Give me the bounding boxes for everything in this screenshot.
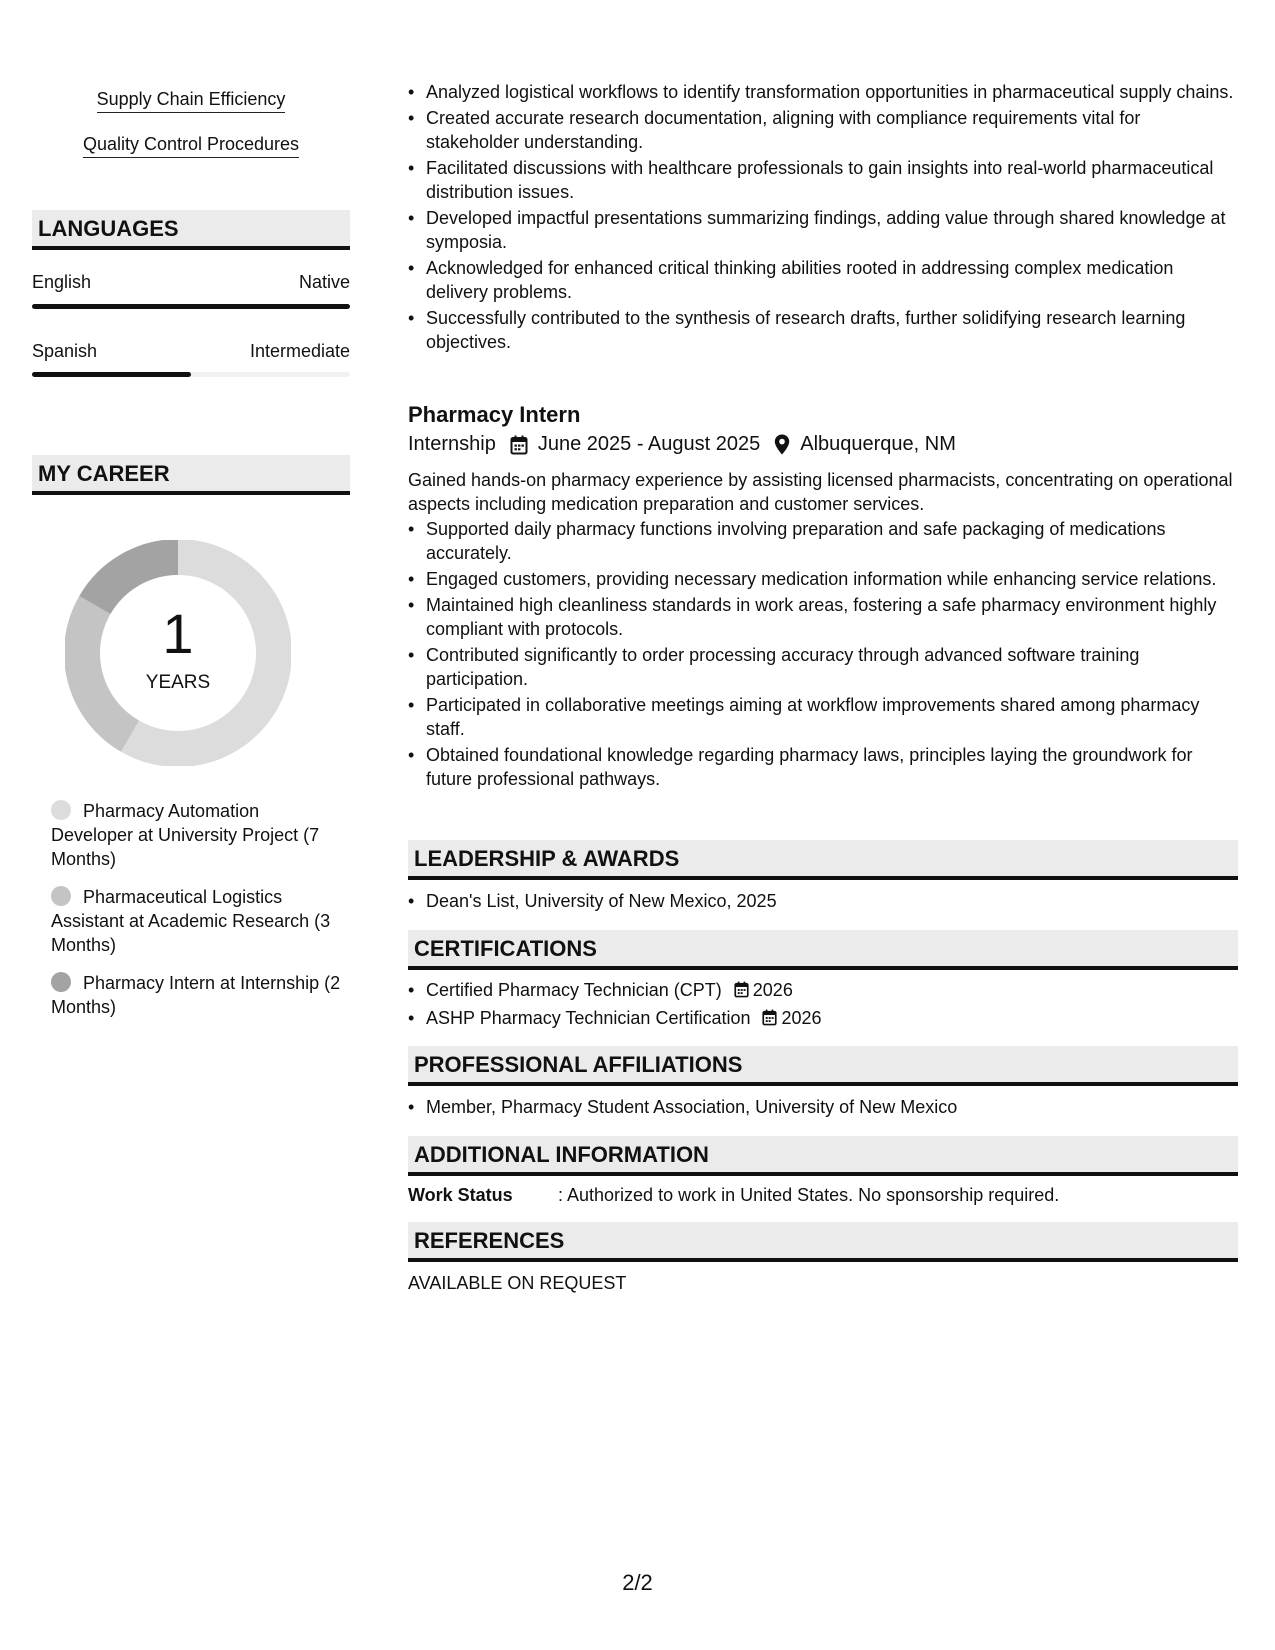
bullet-item: • Contributed significantly to order processing accuracy through advanced software training participation.: [408, 643, 1238, 691]
job-description: Gained hands-on pharmacy experience by assisting licensed pharmacists, concentrating on operational aspects including medication preparation and customer services.: [408, 470, 1233, 514]
legend-dot: [51, 886, 71, 906]
work-status-value: : Authorized to work in United States. No sponsorship required.: [558, 1185, 1060, 1205]
affiliations-list: [408, 1095, 1238, 1121]
certification-item: • ASHP Pharmacy Technician Certification 2026: [408, 1006, 1238, 1032]
languages-heading: LANGUAGES: [32, 210, 350, 250]
job-dates: June 2025 - August 2025: [537, 433, 761, 455]
skill-item: Quality Control Procedures: [32, 133, 350, 158]
language-level: Intermediate: [249, 341, 350, 361]
references-heading: REFERENCES: [408, 1222, 1238, 1262]
certifications-heading: CERTIFICATIONS: [408, 930, 1238, 970]
bullet-item: • Analyzed logistical workflows to identify transformation opportunities in pharmaceutical supply chains.: [408, 80, 1238, 104]
job-bullets: [408, 517, 1238, 793]
work-status-row: [408, 1185, 1059, 1206]
career-heading: MY CAREER: [32, 455, 350, 495]
additional-info-heading: ADDITIONAL INFORMATION: [408, 1136, 1238, 1176]
job-location: Albuquerque, NM: [800, 433, 956, 455]
legend-dot: [51, 972, 71, 992]
page-number: 2/2: [622, 1570, 653, 1595]
bullet-item: • Maintained high cleanliness standards in work areas, fostering a safe pharmacy environment highly compliant with protocols.: [408, 593, 1238, 641]
skill-item: Supply Chain Efficiency: [32, 88, 350, 113]
bullet-item: • Acknowledged for enhanced critical thinking abilities rooted in addressing complex medication delivery problems.: [408, 256, 1238, 304]
bullet-item: • Supported daily pharmacy functions involving preparation and safe packaging of medications accurately.: [408, 517, 1238, 565]
references-text: AVAILABLE ON REQUEST: [408, 1273, 627, 1293]
language-name: Spanish: [32, 341, 98, 361]
legend-dot: [51, 800, 71, 820]
bullet-item: • Facilitated discussions with healthcare professionals to gain insights into real-world pharmaceutical distribution issues.: [408, 156, 1238, 204]
career-legend-item: Pharmaceutical Logistics Assistant at Academic Research (3 Months): [51, 887, 331, 955]
bullet-item: • Engaged customers, providing necessary medication information while enhancing service relations.: [408, 567, 1238, 591]
bullet-item: • Successfully contributed to the synthesis of research drafts, further solidifying research learning objectives.: [408, 306, 1238, 354]
career-legend-item: Pharmacy Intern at Internship (2 Months): [51, 973, 341, 1017]
previous-job-bullets: [408, 80, 1238, 356]
career-total-value: 1: [162, 602, 194, 665]
award-item: • Dean's List, University of New Mexico, 2025: [408, 889, 1238, 913]
bullet-item: • Participated in collaborative meetings aiming at workflow improvements shared among pharmacy staff.: [408, 693, 1238, 741]
bullet-item: • Created accurate research documentation, aligning with compliance requirements vital for stakeholder understanding.: [408, 106, 1238, 154]
awards-heading: LEADERSHIP & AWARDS: [408, 840, 1238, 880]
language-bar-fill: [32, 304, 350, 309]
language-bar: [32, 372, 350, 377]
awards-list: [408, 889, 1238, 915]
job-company: Internship: [408, 433, 496, 455]
calendar-icon: [762, 1008, 777, 1032]
language-row: [32, 272, 350, 293]
language-row: [32, 341, 350, 362]
bullet-item: • Developed impactful presentations summarizing findings, adding value through shared knowledge at symposia.: [408, 206, 1238, 254]
work-status-label: Work Status: [408, 1185, 513, 1205]
career-total-unit: YEARS: [145, 672, 211, 693]
job-title: Pharmacy Intern: [408, 402, 581, 427]
affiliations-heading: PROFESSIONAL AFFILIATIONS: [408, 1046, 1238, 1086]
language-name: English: [32, 272, 92, 292]
affiliation-item: • Member, Pharmacy Student Association, University of New Mexico: [408, 1095, 1238, 1119]
donut-segment: [95, 557, 178, 605]
language-level: Native: [298, 272, 350, 292]
calendar-icon: [734, 980, 749, 1004]
career-donut-chart: [65, 540, 291, 766]
calendar-icon: [510, 435, 528, 455]
language-bar-fill: [32, 372, 191, 377]
language-bar: [32, 304, 350, 309]
certification-item: • Certified Pharmacy Technician (CPT) 2026: [408, 978, 1238, 1004]
job-meta: [408, 433, 956, 456]
location-pin-icon: [774, 434, 790, 455]
certifications-list: [408, 978, 1238, 1034]
bullet-item: • Obtained foundational knowledge regarding pharmacy laws, principles laying the groundwork for future professional pathways.: [408, 743, 1238, 791]
career-legend-item: Pharmacy Automation Developer at University Project (7 Months): [51, 801, 320, 869]
